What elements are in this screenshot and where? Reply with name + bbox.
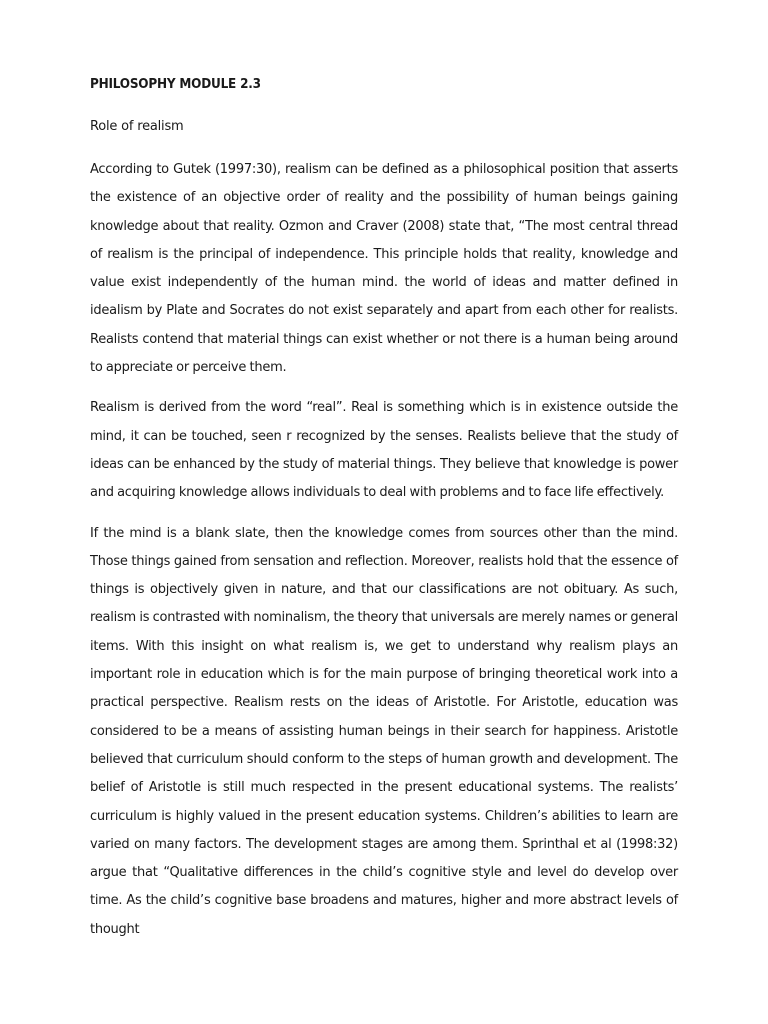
- paragraph-1: According to Gutek (1997:30), realism can be defined as a philosophical position that asserts the existence of an objective order of reality and the possibility of human beings gaining knowledge about that reality. Ozmon and Craver (2008) state that, “The most central thread of realism is the principal of independence. This principle holds that reality, knowledge and value exist independently of the human mind. the world of ideas and matter defined in idealism by Plate and Socrates do not exist separately and apart from each other for realists. Realists contend that material things can exist whether or not there is a human being around to appreciate or perceive them.: [90, 162, 678, 376]
- paragraph-3: If the mind is a blank slate, then the knowledge comes from sources other than the mind. Those things gained from sensation and reflection. Moreover, realists hold that the essence of things is objectively given in nature, and that our classifications are not obituary. As such, realism is contrasted with nominalism, the theory that universals are merely names or general items. With this insight on what realism is, we get to understand why realism plays an important role in education which is for the main purpose of bringing theoretical work into a practical perspective. Realism rests on the ideas of Aristotle. For Aristotle, education was considered to be a means of assisting human beings in their search for happiness. Aristotle believed that curriculum should conform to the steps of human growth and development. The belief of Aristotle is still much respected in the present educational systems. The realists’ curriculum is highly valued in the present education systems. Children’s abilities to learn are varied on many factors. The development stages are among them. Sprinthal et al (1998:32) argue that “Qualitative differences in the child’s cognitive style and level do develop over time. As the child’s cognitive base broadens and matures, higher and more abstract levels of thought: [90, 525, 678, 937]
- paragraph-2: Realism is derived from the word “real”. Real is something which is in existence outside the mind, it can be touched, seen r recognized by the senses. Realists believe that the study of ideas can be enhanced by the study of material things. They believe that knowledge is power and acquiring knowledge allows individuals to deal with problems and to face life effectively.: [90, 400, 678, 501]
- document-title: PHILOSOPHY MODULE 2.3: [90, 77, 261, 92]
- section-heading: Role of realism: [90, 119, 184, 134]
- document-body: [90, 75, 678, 956]
